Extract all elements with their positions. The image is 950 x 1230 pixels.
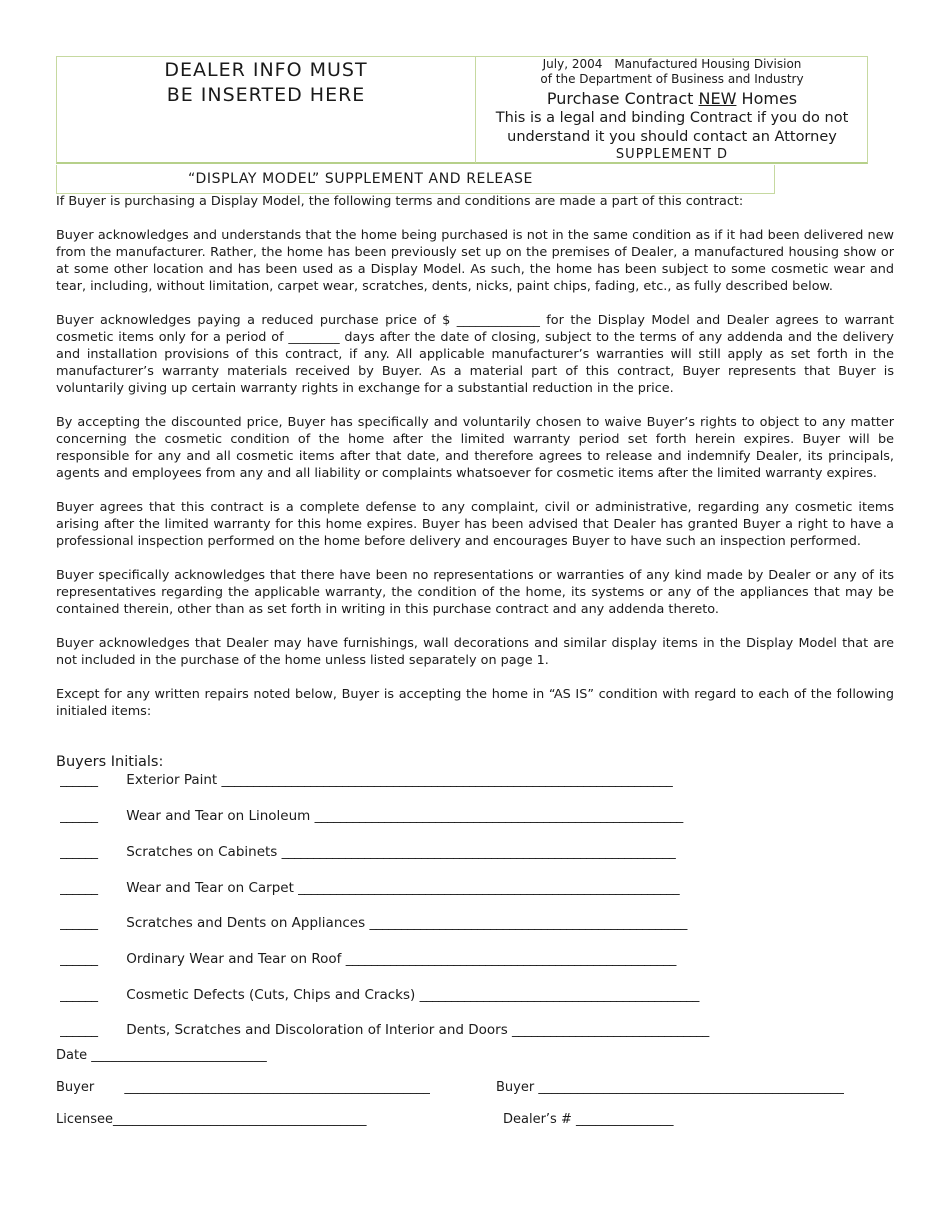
item-notes-field[interactable]: ____________________________________________________________: [298, 880, 680, 896]
licensee-label: Licensee: [56, 1112, 114, 1127]
furnishings-paragraph: Buyer acknowledges that Dealer may have furnishings, wall decorations and similar display items in the Display Model that are not included in the purchase of the home unless listed separately on page 1.: [56, 636, 894, 668]
initials-field[interactable]: ______: [60, 951, 98, 967]
contract-header: [56, 56, 868, 164]
contract-info-box: [476, 57, 868, 163]
item-notes-field[interactable]: ____________________________________________: [419, 987, 699, 1003]
supplement-label: SUPPLEMENT D: [615, 147, 729, 162]
initial-item: [60, 985, 780, 1005]
licensee-signature-field[interactable]: _______________________________________: [113, 1112, 367, 1127]
item-label: Dents, Scratches and Discoloration of Interior and Doors: [126, 1022, 508, 1038]
item-notes-field[interactable]: _______________________________________________________________________: [221, 772, 673, 788]
dealer-info-line2: BE INSERTED HERE: [166, 84, 366, 106]
buyers-initials-heading: Buyers Initials:: [56, 754, 164, 770]
initials-field[interactable]: ______: [60, 987, 98, 1003]
legal-notice-line1: This is a legal and binding Contract if you do not: [495, 110, 849, 126]
department-line: of the Department of Business and Industry: [540, 72, 804, 86]
price-warranty-paragraph: Buyer acknowledges paying a reduced purchase price of $ _____________ for the Display Model and Dealer agrees to warrant cosmetic items only for a period of ________ days after the date of closing, subject to the terms of any addenda and the delivery and installation provisions of this contract, if any. All applicable manufacturer’s warranties will still apply as set forth in the manufacturer’s warranty materials received by Buyer. As a material part of this contract, Buyer represents that Buyer is voluntarily giving up certain warranty rights in exchange for a substantial reduction in the price.: [56, 313, 894, 396]
initials-field[interactable]: ______: [60, 808, 98, 824]
dealer-info-line1: DEALER INFO MUST: [164, 59, 368, 81]
defense-paragraph: Buyer agrees that this contract is a complete defense to any complaint, civil or administrative, regarding any cosmetic items arising after the limited warranty for this home expires. Buyer has been advised that Dealer has granted Buyer a right to have a professional inspection performed on the home before delivery and encourages Buyer to have such an inspection performed.: [56, 500, 894, 549]
initials-field[interactable]: ______: [60, 772, 98, 788]
supplement-title: “DISPLAY MODEL” SUPPLEMENT AND RELEASE: [56, 165, 775, 194]
as-is-paragraph: Except for any written repairs noted below, Buyer is accepting the home in “AS IS” condition with regard to each of the following initialed items:: [56, 687, 894, 719]
initials-field[interactable]: ______: [60, 915, 98, 931]
dealer-number-label: Dealer’s #: [503, 1112, 572, 1127]
buyer1-signature-field[interactable]: _______________________________________________: [124, 1080, 430, 1095]
initial-item: [60, 806, 780, 826]
item-label: Exterior Paint: [126, 772, 218, 788]
revision-date: July, 2004: [542, 57, 603, 71]
legal-notice-line2: understand it you should contact an Attorney: [507, 129, 837, 145]
buyer2-signature-field[interactable]: _______________________________________________: [538, 1080, 844, 1095]
item-label: Wear and Tear on Carpet: [126, 880, 294, 896]
buyer1-label: Buyer: [56, 1080, 95, 1095]
dealer-info-box: [57, 57, 476, 163]
item-notes-field[interactable]: __________________________________________________: [369, 915, 687, 931]
item-label: Wear and Tear on Linoleum: [126, 808, 311, 824]
contract-title: Purchase Contract NEW Homes: [546, 89, 798, 108]
initial-item: [60, 878, 780, 898]
intro-paragraph: If Buyer is purchasing a Display Model, the following terms and conditions are made a part of this contract:: [56, 194, 744, 209]
date-field[interactable]: ___________________________: [91, 1048, 267, 1063]
item-label: Scratches and Dents on Appliances: [126, 915, 366, 931]
item-notes-field[interactable]: ____________________________________________________: [345, 951, 676, 967]
contract-body: [56, 193, 894, 737]
buyer1-signature-row: [56, 1079, 456, 1097]
date-label: Date: [56, 1048, 88, 1063]
waiver-paragraph: By accepting the discounted price, Buyer has specifically and voluntarily chosen to waive Buyer’s rights to object to any matter concerning the cosmetic condition of the home after the limited warranty period set forth herein expires. Buyer will be responsible for any and all cosmetic items after that date, and therefore agrees to release and indemnify Dealer, its principals, agents and employees from any and all liability or complaints whatsoever for cosmetic items after the limited warranty expires.: [56, 415, 894, 481]
initials-field[interactable]: ______: [60, 880, 98, 896]
initials-field[interactable]: ______: [60, 844, 98, 860]
item-notes-field[interactable]: __________________________________________________________: [314, 808, 683, 824]
initial-item: [60, 949, 780, 969]
initial-item: [60, 842, 780, 862]
item-label: Scratches on Cabinets: [126, 844, 278, 860]
dealer-number-row: [503, 1111, 703, 1129]
item-label: Cosmetic Defects (Cuts, Chips and Cracks): [126, 987, 416, 1003]
licensee-signature-row: [56, 1111, 421, 1129]
item-notes-field[interactable]: ______________________________________________________________: [281, 844, 676, 860]
item-label: Ordinary Wear and Tear on Roof: [126, 951, 342, 967]
initial-item: [60, 913, 780, 933]
dealer-number-field[interactable]: _______________: [576, 1112, 674, 1127]
division-name: Manufactured Housing Division: [614, 57, 802, 71]
date-signature-row: [56, 1047, 316, 1065]
initial-item: [60, 770, 780, 790]
new-emphasis: NEW: [698, 89, 737, 108]
item-notes-field[interactable]: _______________________________: [512, 1022, 709, 1038]
buyer2-label: Buyer: [496, 1080, 535, 1095]
initials-field[interactable]: ______: [60, 1022, 98, 1038]
buyer2-signature-row: [496, 1079, 856, 1097]
division-line: [476, 57, 868, 72]
condition-paragraph: Buyer acknowledges and understands that the home being purchased is not in the same condition as if it had been delivered new from the manufacturer. Rather, the home has been previously set up on the premises of Dealer, a manufactured housing show or at some other location and has been used as a Display Model. As such, the home has been subject to some cosmetic wear and tear, including, without limitation, carpet wear, scratches, dents, nicks, paint chips, fading, etc., as fully described below.: [56, 228, 894, 294]
representations-paragraph: Buyer specifically acknowledges that there have been no representations or warranties of any kind made by Dealer or any of its representatives regarding the applicable warranty, the condition of the home, its systems or any of the appliances that may be contained therein, other than as set forth in writing in this purchase contract and any addenda thereto.: [56, 568, 894, 617]
initial-item: [60, 1020, 780, 1040]
